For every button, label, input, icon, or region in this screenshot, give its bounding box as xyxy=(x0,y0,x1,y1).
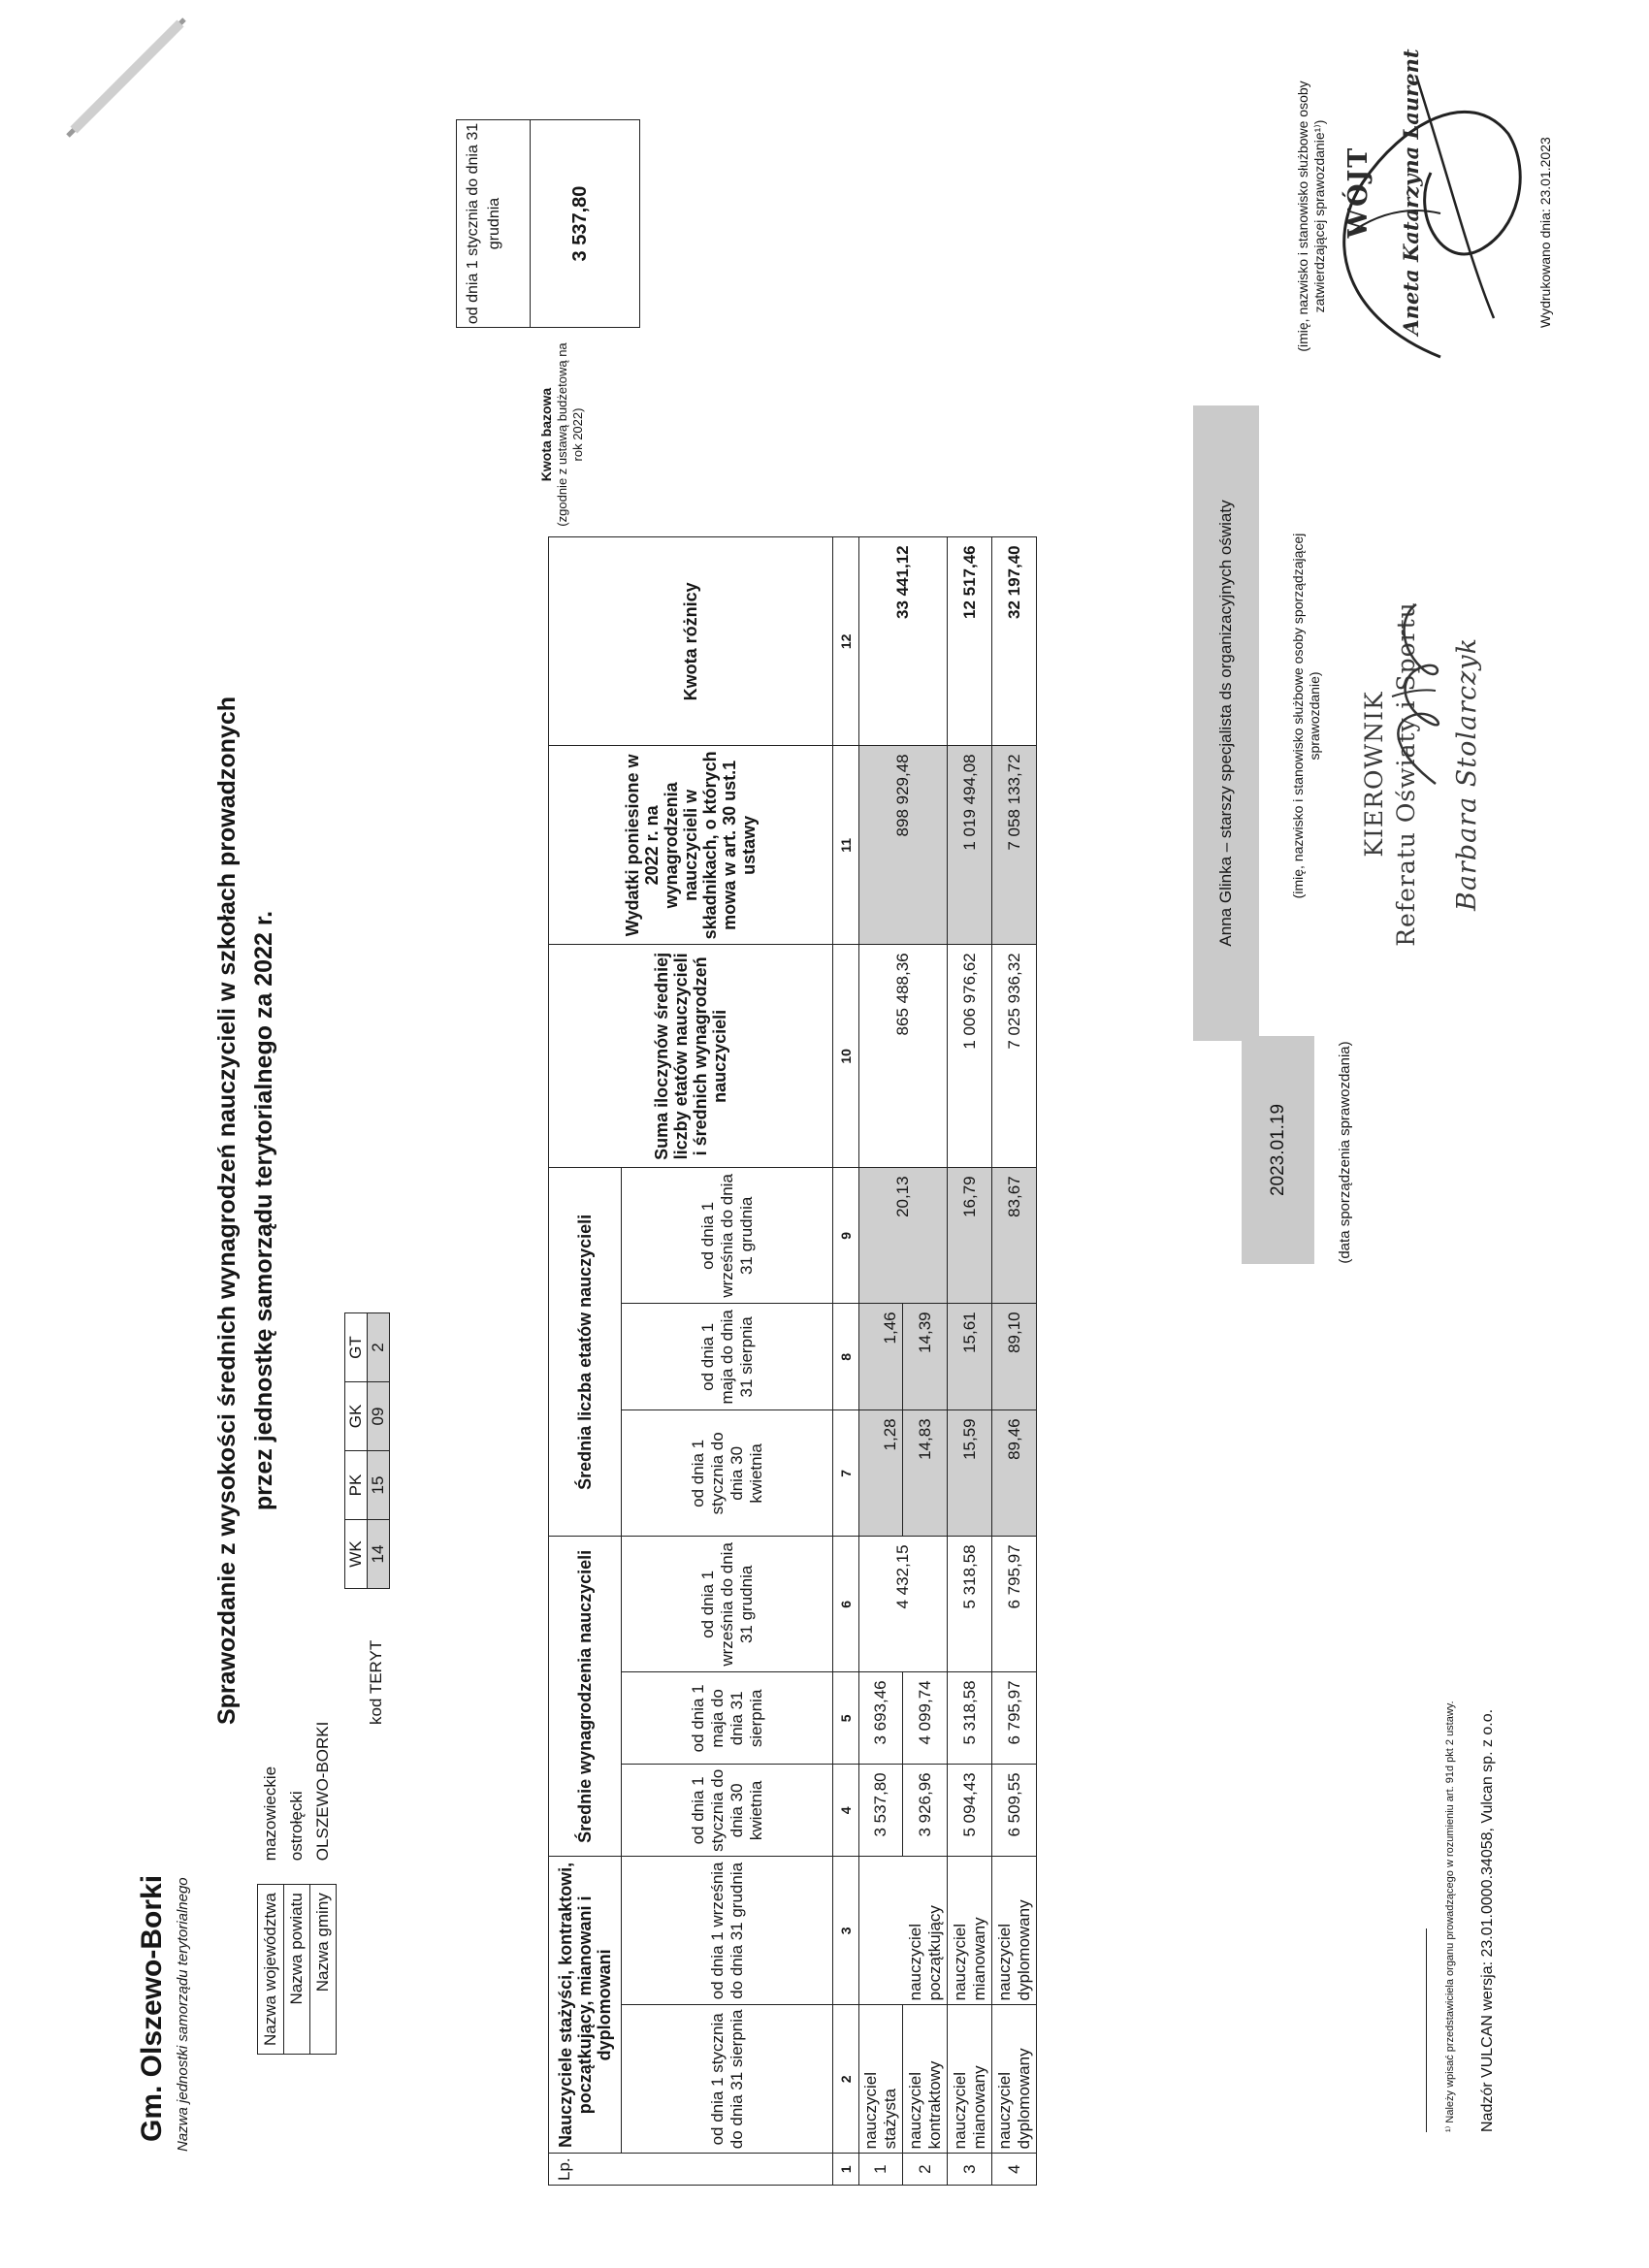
column-number: 8 xyxy=(833,1304,859,1410)
expenses-cell: 7 058 133,72 xyxy=(992,746,1037,945)
difference-cell: 32 197,40 xyxy=(992,537,1037,746)
difference-cell: 12 517,46 xyxy=(948,537,992,746)
salary-p3-header: od dnia 1 września do dnia 31 grudnia xyxy=(622,1537,833,1672)
teryt-code-row xyxy=(368,1313,390,1589)
column-number: 12 xyxy=(833,537,859,746)
stamp-person-name: Aneta Katarzyna Laurent xyxy=(1399,49,1423,336)
salary-cell: 3 926,96 xyxy=(903,1765,948,1857)
county-label: Nazwa powiatu xyxy=(284,1885,310,2055)
positions-cell: 1,46 xyxy=(859,1304,903,1410)
positions-p2-header: od dnia 1 maja do dnia 31 sierpnia xyxy=(622,1304,833,1410)
salary-report-table xyxy=(548,536,1037,2186)
preparer-name: Anna Glinka – starszy specjalista ds organizacyjnych oświaty xyxy=(1193,405,1259,1041)
lp-header: Lp. xyxy=(549,2154,833,2186)
salary-cell: 6 509,55 xyxy=(992,1765,1037,1857)
salary-cell: 6 795,97 xyxy=(992,1537,1037,1672)
row-name-a: nauczyciel dyplomowany xyxy=(992,2005,1037,2154)
footnote-divider xyxy=(1426,1928,1427,2132)
base-amount-subtitle: (zgodnie z ustawą budżetową na rok 2022) xyxy=(555,342,585,527)
base-amount-title: Kwota bazowa xyxy=(538,387,554,482)
row-lp: 3 xyxy=(948,2154,992,2186)
mayor-stamp xyxy=(1343,47,1423,338)
stamp-title: KIEROWNIK xyxy=(1360,691,1388,858)
difference-header: Kwota różnicy xyxy=(549,537,833,746)
row-lp: 4 xyxy=(992,2154,1037,2186)
teryt-header: PK xyxy=(345,1451,368,1520)
expenses-cell-merged: 898 929,48 xyxy=(859,746,948,945)
salary-cell: 5 094,43 xyxy=(948,1765,992,1857)
positions-cell: 83,67 xyxy=(992,1168,1037,1304)
column-number: 3 xyxy=(833,1857,859,2005)
salary-cell: 3 693,46 xyxy=(859,1672,903,1765)
teryt-header: WK xyxy=(345,1520,368,1589)
row-name-a: nauczyciel stażysta xyxy=(859,2005,903,2154)
footnote: ¹⁾ Należy wpisać przedstawiciela organu prowadzącego w rozumieniu art. 91d pkt 2 ustawy. xyxy=(1444,1701,1456,2132)
positions-group-header: Średnia liczba etatów nauczycieli xyxy=(549,1168,622,1537)
table-row xyxy=(992,537,1037,2186)
region-row xyxy=(284,1714,310,2055)
salary-cell: 3 537,80 xyxy=(859,1765,903,1857)
row-name-b: nauczyciel mianowany xyxy=(948,1857,992,2005)
teryt-code: 15 xyxy=(368,1451,390,1520)
row-name-b: nauczyciel dyplomowany xyxy=(992,1857,1037,2005)
commune-label: Nazwa gminy xyxy=(310,1885,337,2055)
teryt-code: 09 xyxy=(368,1382,390,1451)
expenses-cell: 1 019 494,08 xyxy=(948,746,992,945)
sum-cell: 7 025 936,32 xyxy=(992,945,1037,1168)
column-number: 11 xyxy=(833,746,859,945)
difference-cell-merged: 33 441,12 xyxy=(859,537,948,746)
base-amount-value: 3 537,80 xyxy=(531,119,640,328)
sum-products-header: Suma iloczynów średniej liczby etatów nauczycieli i średnich wynagrodzeń nauczycieli xyxy=(549,945,833,1168)
positions-cell-merged: 20,13 xyxy=(859,1168,948,1304)
row-name-b-merged: nauczyciel początkujący xyxy=(859,1857,948,2005)
print-date: Wydrukowano dnia: 23.01.2023 xyxy=(1537,137,1553,328)
stamp-person-name: Barbara Stolarczyk xyxy=(1452,637,1482,912)
report-title-line1: Sprawozdanie z wysokości średnich wynagrodzeń nauczycieli w szkołach prowadzonych xyxy=(213,697,241,1726)
teryt-label: kod TERYT xyxy=(367,1639,385,1725)
column-number: 2 xyxy=(833,2005,859,2154)
positions-cell: 89,10 xyxy=(992,1304,1037,1410)
period-b-header: od dnia 1 września do dnia 31 grudnia xyxy=(622,1857,833,2005)
teryt-code: 14 xyxy=(368,1520,390,1589)
column-number: 7 xyxy=(833,1410,859,1537)
table-header-row xyxy=(549,537,622,2186)
base-amount-label xyxy=(538,333,586,536)
positions-cell: 89,46 xyxy=(992,1410,1037,1537)
row-name-a: nauczyciel kontraktowy xyxy=(903,2005,948,2154)
preparer-caption: (imię, nazwisko i stanowisko służbowe osoby sporządzającej sprawozdanie) xyxy=(1290,533,1322,899)
positions-p1-header: od dnia 1 stycznia do dnia 30 kwietnia xyxy=(622,1410,833,1537)
salary-cell: 5 318,58 xyxy=(948,1537,992,1672)
teryt-code: 2 xyxy=(368,1313,390,1382)
column-number: 9 xyxy=(833,1168,859,1304)
positions-cell: 15,61 xyxy=(948,1304,992,1410)
preparer-signature xyxy=(1368,561,1474,813)
report-date: 2023.01.19 xyxy=(1242,1036,1314,1264)
region-names-table xyxy=(257,1713,337,2055)
salary-group-header: Średnie wynagrodzenia nauczycieli xyxy=(549,1537,622,1857)
salary-cell: 5 318,58 xyxy=(948,1672,992,1765)
base-amount-period: od dnia 1 stycznia do dnia 31 grudnia xyxy=(456,119,531,328)
positions-p3-header: od dnia 1 września do dnia 31 grudnia xyxy=(622,1168,833,1304)
sum-cell: 1 006 976,62 xyxy=(948,945,992,1168)
stamp-department: Referatu Oświaty i Sportu xyxy=(1392,601,1420,947)
sum-cell-merged: 865 488,36 xyxy=(859,945,948,1168)
column-number: 10 xyxy=(833,945,859,1168)
table-row xyxy=(948,537,992,2186)
teryt-header-row xyxy=(345,1313,368,1589)
teachers-group-header: Nauczyciele stażyści, kontraktowi, początkujący, mianowani i dyplomowani xyxy=(549,1857,622,2154)
row-lp: 1 xyxy=(859,2154,903,2186)
period-a-header: od dnia 1 stycznia do dnia 31 sierpnia xyxy=(622,2005,833,2154)
voivodeship-value: mazowieckie xyxy=(261,1766,279,1862)
stamp-title: WÓJT xyxy=(1343,146,1374,239)
software-version: Nadzór VULCAN wersja: 23.01.0000.34058, Vulcan sp. z o.o. xyxy=(1479,1708,1496,2132)
column-number-row xyxy=(833,537,859,2186)
approver-caption: (imię, nazwisko i stanowisko służbowe osoby zatwierdzającej sprawozdanie¹⁾) xyxy=(1295,81,1327,352)
teryt-table xyxy=(344,1312,390,1589)
row-name-a: nauczyciel mianowany xyxy=(948,2005,992,2154)
salary-cell-merged: 4 432,15 xyxy=(859,1537,948,1672)
positions-cell: 1,28 xyxy=(859,1410,903,1537)
commune-value: OLSZEWO-BORKI xyxy=(313,1721,332,1862)
teryt-header: GT xyxy=(345,1313,368,1382)
column-number: 5 xyxy=(833,1672,859,1765)
positions-cell: 16,79 xyxy=(948,1168,992,1304)
region-row xyxy=(310,1714,337,2055)
table-row xyxy=(859,537,903,2186)
voivodeship-label: Nazwa województwa xyxy=(258,1885,284,2055)
column-number: 6 xyxy=(833,1537,859,1672)
column-number: 1 xyxy=(833,2154,859,2186)
municipality-caption: Nazwa jednostki samorządu terytorialnego xyxy=(175,1877,191,2152)
teryt-header: GK xyxy=(345,1382,368,1451)
column-number: 4 xyxy=(833,1765,859,1857)
positions-cell: 15,59 xyxy=(948,1410,992,1537)
report-title-line2: przez jednostkę samorządu terytorialnego za 2022 r. xyxy=(250,910,277,1511)
region-row xyxy=(258,1714,284,2055)
expenses-header: Wydatki poniesione w 2022 r. na wynagrodzenia nauczycieli w składnikach, o których mowa w art. 30 ust.1 ustawy xyxy=(549,746,833,945)
positions-cell: 14,39 xyxy=(903,1304,948,1410)
salary-p2-header: od dnia 1 maja do dnia 31 sierpnia xyxy=(622,1672,833,1765)
report-date-caption: (data sporządzenia sprawozdania) xyxy=(1337,1041,1353,1264)
salary-p1-header: od dnia 1 stycznia do dnia 30 kwietnia xyxy=(622,1765,833,1857)
salary-cell: 6 795,97 xyxy=(992,1672,1037,1765)
county-value: ostrołęcki xyxy=(287,1791,306,1862)
positions-cell: 14,83 xyxy=(903,1410,948,1537)
row-lp: 2 xyxy=(903,2154,948,2186)
salary-cell: 4 099,74 xyxy=(903,1672,948,1765)
municipality-name: Gm. Olszewo-Borki xyxy=(136,1874,168,2142)
